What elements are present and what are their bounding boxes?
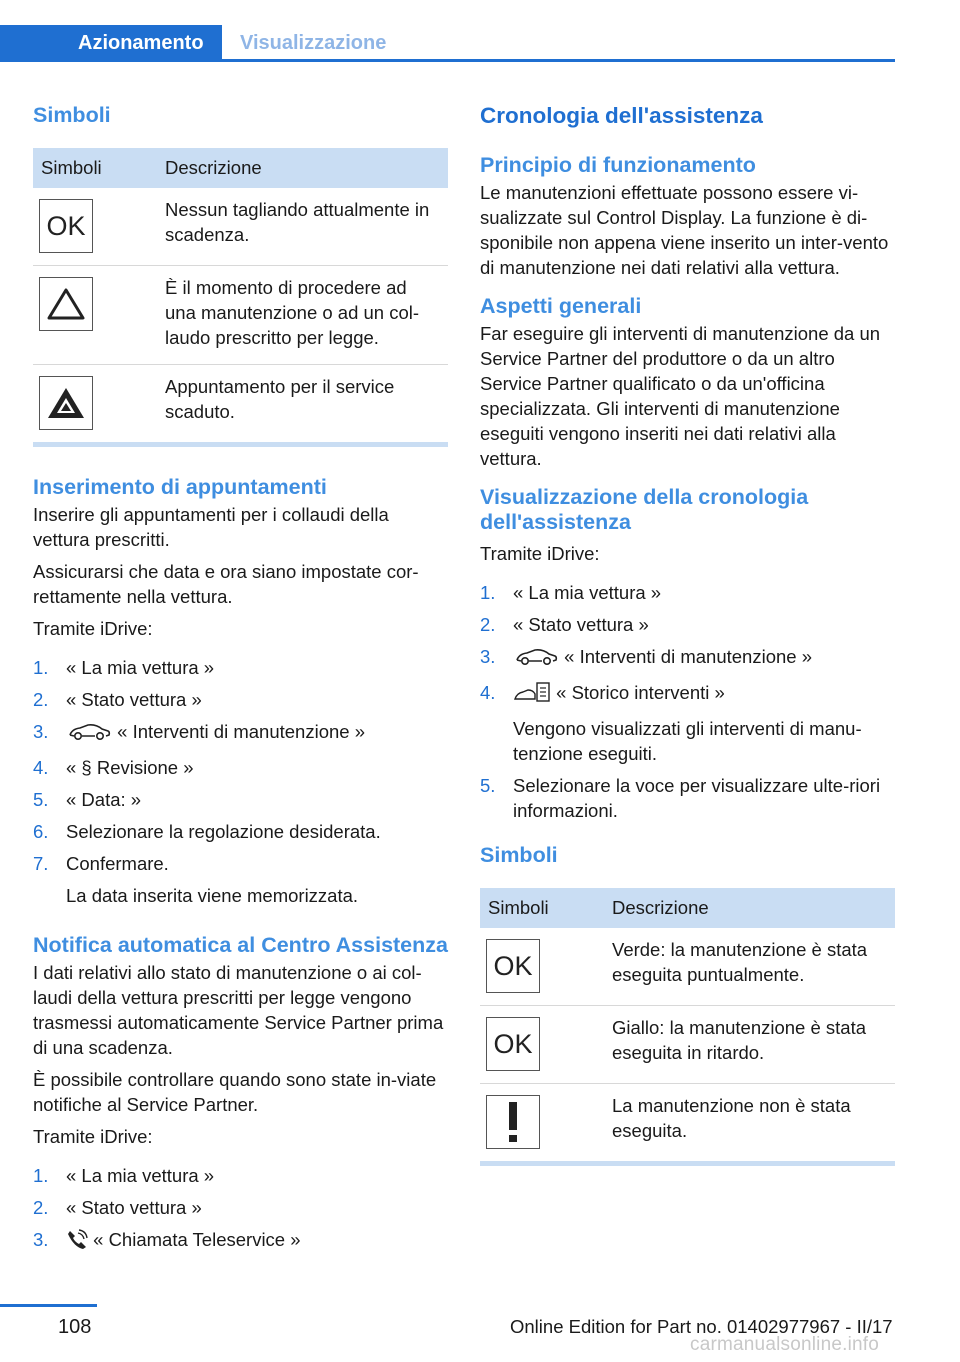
appointments-heading: Inserimento di appuntamenti bbox=[33, 475, 327, 499]
footer-rule bbox=[0, 1304, 97, 1307]
table-header-description: Descrizione bbox=[161, 148, 448, 188]
symbol-description: La manutenzione non è stata eseguita. bbox=[612, 1095, 851, 1141]
list-item: 5. « Data: » bbox=[33, 789, 142, 810]
exclamation-icon bbox=[486, 1095, 540, 1149]
tab-azionamento[interactable]: Azionamento bbox=[0, 25, 222, 62]
edition-text: Online Edition for Part no. 01402977967 - II/17 bbox=[510, 1316, 893, 1337]
symbols-table bbox=[33, 148, 448, 442]
symbol-description: Nessun tagliando attualmente in scadenza. bbox=[161, 188, 448, 266]
notify-text-2: È possibile controllare quando sono state in-viate notifiche al Service Partner. bbox=[33, 1069, 437, 1115]
idrive-steps-history bbox=[480, 580, 895, 823]
svg-text:OK: OK bbox=[493, 1031, 533, 1057]
list-item: 2. « Stato vettura » bbox=[480, 614, 649, 635]
table-row bbox=[33, 365, 448, 443]
svg-text:OK: OK bbox=[46, 213, 86, 239]
symbol-description: Verde: la manutenzione è stata eseguita puntualmente. bbox=[608, 928, 895, 1006]
car-service-icon bbox=[513, 647, 559, 673]
svg-text:OK: OK bbox=[493, 953, 533, 979]
list-item: 1. « La mia vettura » bbox=[33, 1165, 215, 1186]
tab-visualizzazione[interactable]: Visualizzazione bbox=[240, 32, 387, 54]
notify-text-1: I dati relativi allo stato di manutenzione o ai col-laudi della vettura prescritti per legge vengono trasmessi automaticamente Service Partner prima di una scadenza. bbox=[33, 962, 444, 1058]
table-header-symbols: Simboli bbox=[480, 888, 608, 928]
header-rule bbox=[0, 59, 895, 62]
idrive-steps-appointments bbox=[33, 655, 448, 908]
list-item: 1. « La mia vettura » bbox=[480, 582, 662, 603]
right-column bbox=[480, 103, 895, 1166]
list-item: 6. Selezionare la regolazione desiderata. bbox=[33, 821, 381, 842]
appointments-text-3: Tramite iDrive: bbox=[33, 618, 153, 639]
list-item: 2. « Stato vettura » bbox=[33, 689, 202, 710]
list-item: 1. « La mia vettura » bbox=[33, 657, 215, 678]
symbols-heading-right: Simboli bbox=[480, 843, 558, 867]
idrive-steps-notify bbox=[33, 1163, 448, 1256]
appointments-text-1: Inserire gli appuntamenti per i collaudi della vettura prescritti. bbox=[33, 504, 389, 550]
table-header-row bbox=[480, 888, 895, 928]
principle-text: Le manutenzioni effettuate possono essere vi-sualizzate sul Control Display. La funzione è di-sponibile non appena viene inserito un inter-vento di manutenzione nei dati relativi alla vettura. bbox=[480, 182, 889, 278]
ok-icon bbox=[39, 199, 93, 253]
display-heading: Visualizzazione della cronologia dell'assistenza bbox=[480, 485, 809, 534]
ok-icon bbox=[486, 939, 540, 993]
service-history-icon bbox=[513, 681, 551, 709]
ok-icon bbox=[486, 1017, 540, 1071]
table-end-rule bbox=[480, 1161, 895, 1166]
page-number: 108 bbox=[58, 1316, 92, 1338]
symbols-heading: Simboli bbox=[33, 103, 111, 127]
filled-warning-triangle-icon bbox=[39, 376, 93, 430]
list-item: 4. « Storico interventi » Vengono visualizzati gli interventi di manu-tenzione eseguiti. bbox=[480, 682, 862, 764]
list-item: 3. « Interventi di manutenzione » bbox=[33, 719, 448, 748]
watermark: carmanualsonline.info bbox=[690, 1334, 880, 1355]
teleservice-icon bbox=[66, 1228, 88, 1256]
list-item: 2. « Stato vettura » bbox=[33, 1197, 202, 1218]
list-item: 3. « Interventi di manutenzione » bbox=[480, 644, 895, 673]
notify-heading: Notifica automatica al Centro Assistenza bbox=[33, 933, 448, 957]
notify-text-3: Tramite iDrive: bbox=[33, 1126, 153, 1147]
list-item: 3. « Chiamata Teleservice » bbox=[33, 1227, 448, 1256]
car-service-icon bbox=[66, 722, 112, 748]
table-row bbox=[480, 928, 895, 1006]
principle-heading: Principio di funzionamento bbox=[480, 153, 756, 177]
table-header-symbols: Simboli bbox=[33, 148, 161, 188]
table-row bbox=[480, 1006, 895, 1084]
table-row bbox=[33, 266, 448, 365]
symbol-description: È il momento di procedere ad una manutenzione o ad un col-laudo prescritto per legge. bbox=[161, 266, 448, 365]
list-item: 7. Confermare. La data inserita viene memorizzata. bbox=[33, 853, 359, 906]
list-item: 5. Selezionare la voce per visualizzare ulte-riori informazioni. bbox=[480, 775, 881, 821]
warning-triangle-icon bbox=[39, 277, 93, 331]
left-column bbox=[33, 103, 448, 1263]
symbols-table-right bbox=[480, 888, 895, 1161]
history-heading: Cronologia dell'assistenza bbox=[480, 103, 763, 128]
table-row bbox=[480, 1084, 895, 1162]
general-heading: Aspetti generali bbox=[480, 294, 642, 318]
list-item: 4. « § Revisione » bbox=[33, 757, 194, 778]
appointments-text-2: Assicurarsi che data e ora siano impostate cor-rettamente nella vettura. bbox=[33, 561, 419, 607]
general-text: Far eseguire gli interventi di manutenzione da un Service Partner del produttore o da un altro Service Partner qualificato o da un'officina specializzata. Gli interventi di manutenzione eseguiti vengono inseriti nei dati relativi alla vettura. bbox=[480, 323, 881, 469]
symbol-description: Giallo: la manutenzione è stata eseguita in ritardo. bbox=[608, 1006, 895, 1084]
table-header-description: Descrizione bbox=[608, 888, 895, 928]
symbol-description: Appuntamento per il service scaduto. bbox=[165, 376, 395, 422]
table-row bbox=[33, 188, 448, 266]
display-text: Tramite iDrive: bbox=[480, 543, 600, 564]
table-header-row bbox=[33, 148, 448, 188]
